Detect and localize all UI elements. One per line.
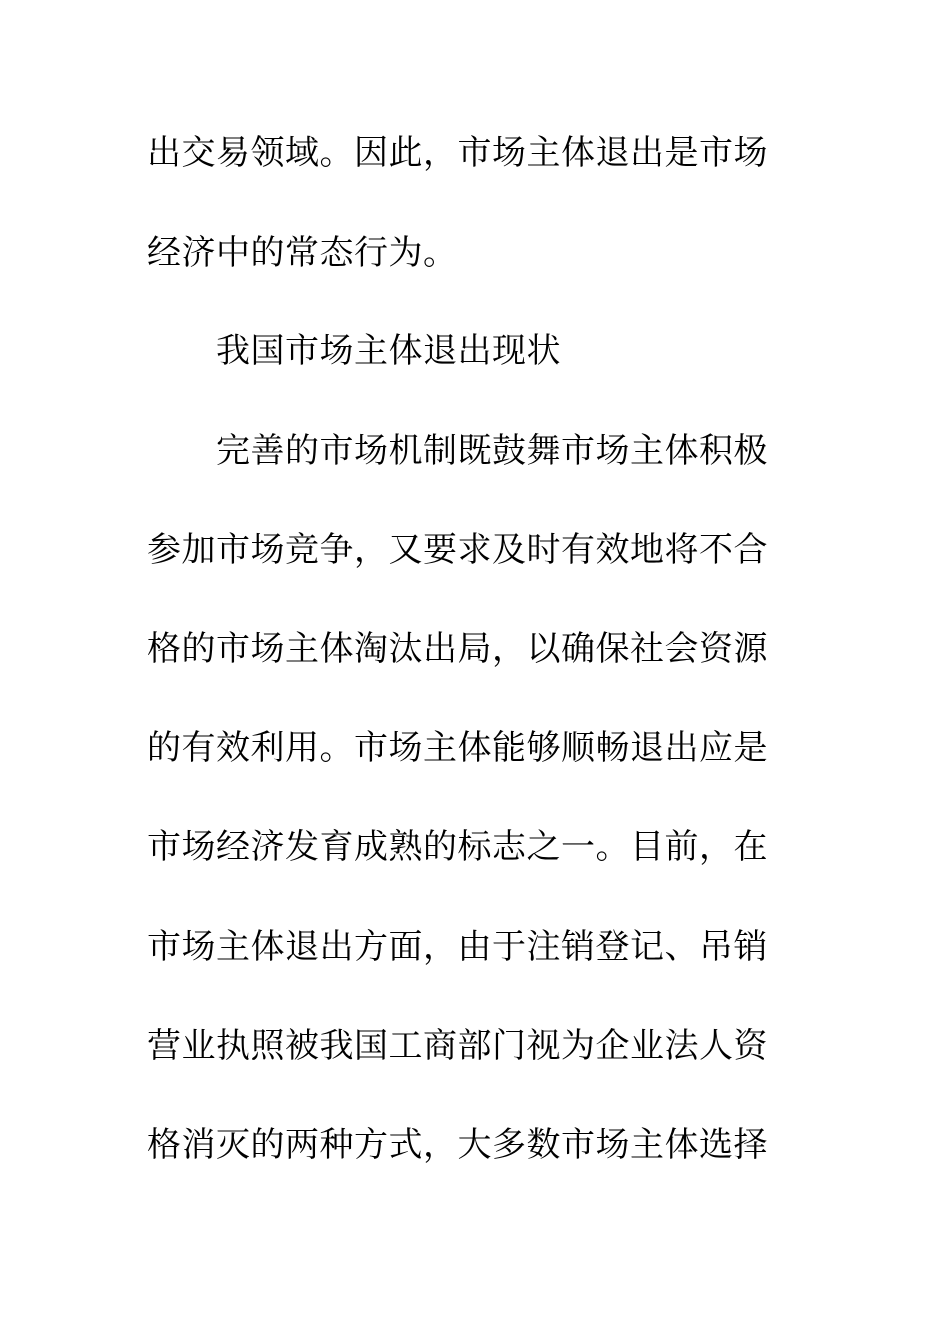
paragraph-line: 营业执照被我国工商部门视为企业法人资: [147, 1026, 768, 1066]
paragraph-first-line: 完善的市场机制既鼓舞市场主体积极: [216, 431, 768, 471]
paragraph-line: 经济中的常态行为。: [147, 233, 458, 273]
paragraph-line: 市场经济发育成熟的标志之一。目前，在: [147, 827, 768, 867]
paragraph-line: 市场主体退出方面，由于注销登记、吊销: [147, 927, 768, 967]
paragraph-line: 格消灭的两种方式，大多数市场主体选择: [147, 1125, 768, 1165]
section-heading: 我国市场主体退出现状: [216, 331, 561, 371]
paragraph-line: 的有效利用。市场主体能够顺畅退出应是: [147, 728, 768, 768]
paragraph-line: 格的市场主体淘汰出局，以确保社会资源: [147, 629, 768, 669]
paragraph-line: 出交易领域。因此，市场主体退出是市场: [147, 133, 768, 173]
paragraph-line: 参加市场竞争，又要求及时有效地将不合: [147, 530, 768, 570]
